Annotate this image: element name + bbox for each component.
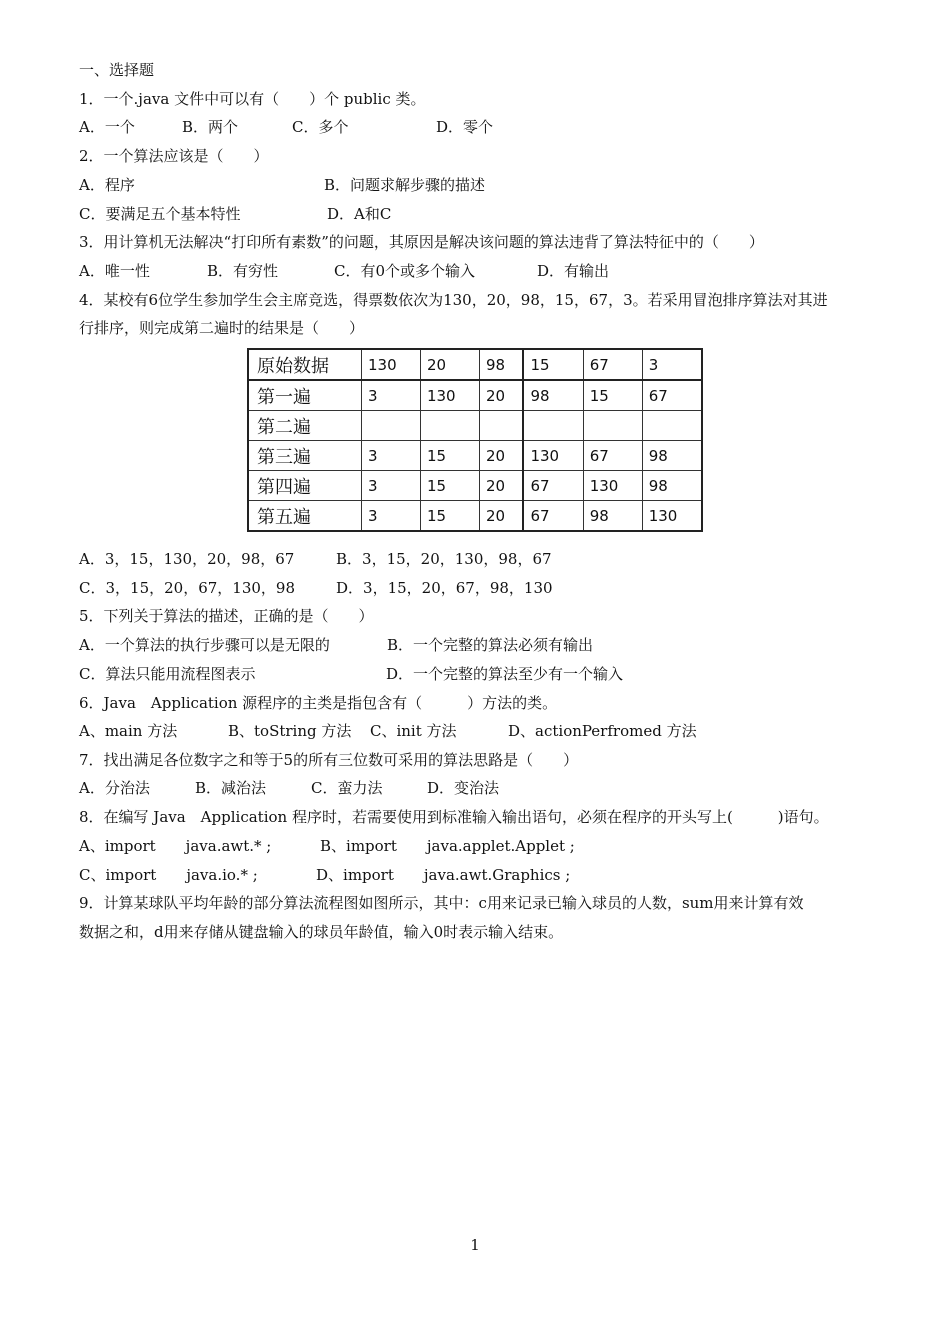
table-row [248,441,702,471]
table-row [248,349,702,380]
table-cell: 67 [583,441,642,471]
table-cell [420,411,479,441]
q4-option-c: C．3，15，20，67，130，98 [79,579,295,597]
table-cell: 15 [420,501,479,532]
q8-option-d: D、import java.awt.Graphics ; [316,866,571,884]
q5-option-d: D．一个完整的算法至少有一个输入 [386,665,624,683]
table-cell: 20 [479,471,523,501]
question-6: 6．Java Application 源程序的主类是指包含有（ ）方法的类。 [79,694,558,712]
page-number: 1 [470,1236,480,1254]
table-cell: 20 [479,501,523,532]
table-cell: 98 [479,349,523,380]
table-cell: 130 [583,471,642,501]
table-row [248,471,702,501]
row-label: 第五遍 [248,501,362,532]
table-cell: 67 [642,380,702,411]
table-cell: 130 [362,349,421,380]
row-label: 第三遍 [248,441,362,471]
q4-option-b: B．3，15，20，130，98，67 [336,550,552,568]
table-cell: 98 [523,380,583,411]
bubble-sort-table [247,348,703,532]
q5-option-c: C．算法只能用流程图表示 [79,665,256,683]
row-label: 第四遍 [248,471,362,501]
q4-option-d: D．3，15，20，67，98，130 [336,579,553,597]
table-cell: 3 [362,501,421,532]
table-cell: 3 [642,349,702,380]
section-title: 一、选择题 [79,61,155,79]
q8-option-c: C、import java.io.* ; [79,866,258,884]
question-4-line1: 4．某校有6位学生参加学生会主席竞选，得票数依次为130，20，98，15，67，3。若采用冒泡排序算法对其进 [79,291,828,309]
q2-option-a: A．程序 [79,176,135,194]
table-cell: 130 [642,501,702,532]
table-cell: 67 [523,471,583,501]
row-label: 第一遍 [248,380,362,411]
table-cell: 98 [583,501,642,532]
q4-option-a: A．3，15，130，20，98，67 [79,550,295,568]
q1-option-d: D．零个 [436,118,494,136]
table-cell: 130 [420,380,479,411]
table-row [248,380,702,411]
table-cell: 3 [362,441,421,471]
q6-option-d: D、actionPerfromed 方法 [508,722,697,740]
row-label: 原始数据 [248,349,362,380]
table-cell: 20 [479,441,523,471]
table-cell [479,411,523,441]
table-cell: 15 [583,380,642,411]
q7-option-b: B．减治法 [195,779,267,797]
q1-option-a: A．一个 [79,118,135,136]
table-row [248,501,702,532]
q6-option-b: B、toString 方法 [228,722,352,740]
q7-option-c: C．蛮力法 [311,779,383,797]
q7-option-a: A．分治法 [79,779,150,797]
question-9-line2: 数据之和，d用来存储从键盘输入的球员年龄值，输入0时表示输入结束。 [79,923,564,941]
table-cell: 98 [642,441,702,471]
table-cell: 3 [362,380,421,411]
q3-option-b: B．有穷性 [207,262,279,280]
q7-option-d: D．变治法 [427,779,500,797]
question-9-line1: 9．计算某球队平均年龄的部分算法流程图如图所示，其中：c用来记录已输入球员的人数，sum用来计算有效 [79,894,804,912]
q3-option-d: D．有输出 [537,262,610,280]
table-cell: 20 [420,349,479,380]
table-cell: 67 [583,349,642,380]
table-cell [362,411,421,441]
question-1: 1．一个.java 文件中可以有（ ）个 public 类。 [79,90,426,108]
table-cell [642,411,702,441]
question-2: 2．一个算法应该是（ ） [79,147,269,165]
q8-option-b: B、import java.applet.Applet ; [320,837,575,855]
table-cell: 15 [420,471,479,501]
question-3: 3．用计算机无法解决“打印所有素数”的问题，其原因是解决该问题的算法违背了算法特征中的（ ） [79,233,764,251]
table-cell: 20 [479,380,523,411]
table-cell: 98 [642,471,702,501]
table-cell: 15 [523,349,583,380]
question-7: 7．找出满足各位数字之和等于5的所有三位数可采用的算法思路是（ ） [79,751,579,769]
q2-option-b: B．问题求解步骤的描述 [324,176,486,194]
q3-option-c: C．有0个或多个输入 [334,262,476,280]
table-cell: 3 [362,471,421,501]
q6-option-a: A、main 方法 [79,722,178,740]
table-cell [523,411,583,441]
table-row [248,411,702,441]
q2-option-c: C．要满足五个基本特性 [79,205,241,223]
q1-option-c: C．多个 [292,118,349,136]
q5-option-b: B．一个完整的算法必须有输出 [387,636,594,654]
table-cell: 15 [420,441,479,471]
q5-option-a: A．一个算法的执行步骤可以是无限的 [79,636,330,654]
row-label: 第二遍 [248,411,362,441]
question-5: 5．下列关于算法的描述，正确的是（ ） [79,607,374,625]
table-cell [583,411,642,441]
q6-option-c: C、init 方法 [370,722,457,740]
question-4-line2: 行排序，则完成第二遍时的结果是（ ） [79,319,365,337]
q2-option-d: D．A和C [327,205,392,223]
q3-option-a: A．唯一性 [79,262,150,280]
table-cell: 67 [523,501,583,532]
q8-option-a: A、import java.awt.* ; [79,837,272,855]
question-8: 8．在编写 Java Application 程序时，若需要使用到标准输入输出语句，必须在程序的开头写上( )语句。 [79,808,829,826]
q1-option-b: B．两个 [182,118,239,136]
table-cell: 130 [523,441,583,471]
